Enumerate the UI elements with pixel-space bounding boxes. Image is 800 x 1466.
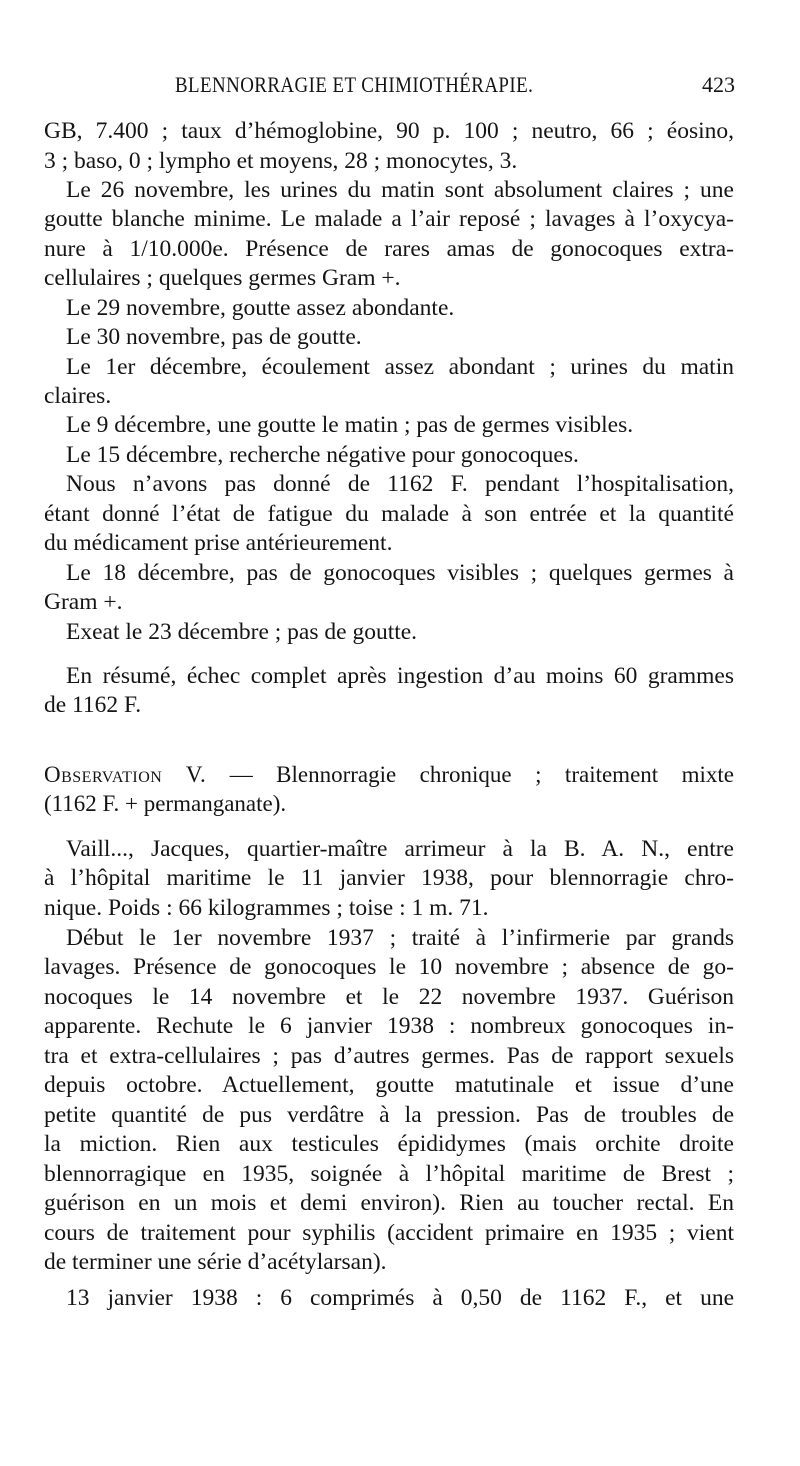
text-line: Le 9 décembre, une goutte le matin ; pas de germes visibles. [66, 412, 634, 438]
text-line: 3 ; baso, 0 ; lympho et moyens, 28 ; monocytes, 3. [44, 148, 518, 174]
text-line: Le 30 novembre, pas de goutte. [66, 324, 362, 350]
running-head [175, 72, 657, 102]
text-line: cours de traitement pour syphilis (accident primaire en 1935 ; vient [44, 1220, 734, 1246]
text-line: blennorragique en 1935, soignée à l’hôpital maritime de Brest ; [44, 1161, 734, 1187]
running-title: BLENNORRAGIE ET CHIMIOTHÉRAPIE. [175, 72, 534, 97]
text-line: 13 janvier 1938 : 6 comprimés à 0,50 de 1162 F., et une [66, 1285, 734, 1311]
text-line: guérison en un mois et demi environ). Rien au toucher rectal. En [44, 1190, 734, 1216]
text-line: lavages. Présence de gonocoques le 10 novembre ; absence de go- [44, 954, 734, 980]
text-line: cellulaires ; quelques germes Gram +. [44, 265, 401, 291]
text-line: nique. Poids : 66 kilogrammes ; toise : 1 m. 71. [44, 895, 489, 921]
observation-heading [44, 760, 734, 790]
text-line: goutte blanche minime. Le malade a l’air reposé ; lavages à l’oxycya- [44, 206, 734, 232]
text-line: apparente. Rechute le 6 janvier 1938 : nombreux gonocoques in- [44, 1013, 734, 1039]
text-line: nure à 1/10.000e. Présence de rares amas de gonocoques extra- [44, 236, 734, 262]
text-line: nocoques le 14 novembre et le 22 novembre 1937. Guérison [44, 984, 734, 1010]
text-line: Le 1er décembre, écoulement assez abondant ; urines du matin [66, 354, 734, 380]
text-line: En résumé, échec complet après ingestion d’au moins 60 grammes [66, 663, 734, 689]
text-line: du médicament prise antérieurement. [44, 530, 393, 556]
text-line: claires. [44, 383, 112, 409]
observation-label: Observation V. [44, 762, 207, 787]
text-line: petite quantité de pus verdâtre à la pression. Pas de troubles de [44, 1102, 734, 1128]
text-line: Exeat le 23 décembre ; pas de goutte. [66, 619, 418, 645]
text-line: Le 15 décembre, recherche négative pour gonocoques. [66, 442, 579, 468]
text-line: la miction. Rien aux testicules épididymes (mais orchite droite [44, 1131, 734, 1157]
text-line: à l’hôpital maritime le 11 janvier 1938, pour blennorragie chro- [44, 865, 734, 891]
observation-subtitle: (1162 F. + permanganate). [44, 791, 287, 816]
text-line: de terminer une série d’acétylarsan). [44, 1249, 387, 1275]
page-number: 423 [702, 72, 735, 97]
text-line: Gram +. [44, 589, 123, 615]
text-line: tra et extra-cellulaires ; pas d’autres germes. Pas de rapport sexuels [44, 1043, 734, 1069]
text-line: Le 26 novembre, les urines du matin sont absolument claires ; une [66, 177, 734, 203]
text-line: Nous n’avons pas donné de 1162 F. pendant l’hospitalisation, [66, 471, 734, 497]
text-line: depuis octobre. Actuellement, goutte matutinale et issue d’une [44, 1072, 734, 1098]
observation-title: — Blennorragie chronique ; traitement mixte [206, 762, 734, 787]
text-line: Vaill..., Jacques, quartier-maître arrimeur à la B. A. N., entre [66, 836, 734, 862]
text-line: Le 18 décembre, pas de gonocoques visibles ; quelques germes à [66, 560, 734, 586]
text-line: Le 29 novembre, goutte assez abondante. [66, 295, 455, 321]
text-line: Début le 1er novembre 1937 ; traité à l’infirmerie par grands [66, 925, 734, 951]
text-line: étant donné l’état de fatigue du malade à son entrée et la quantité [44, 501, 734, 527]
text-line: GB, 7.400 ; taux d’hémoglobine, 90 p. 100 ; neutro, 66 ; éosino, [44, 118, 734, 144]
text-line: de 1162 F. [44, 692, 142, 718]
